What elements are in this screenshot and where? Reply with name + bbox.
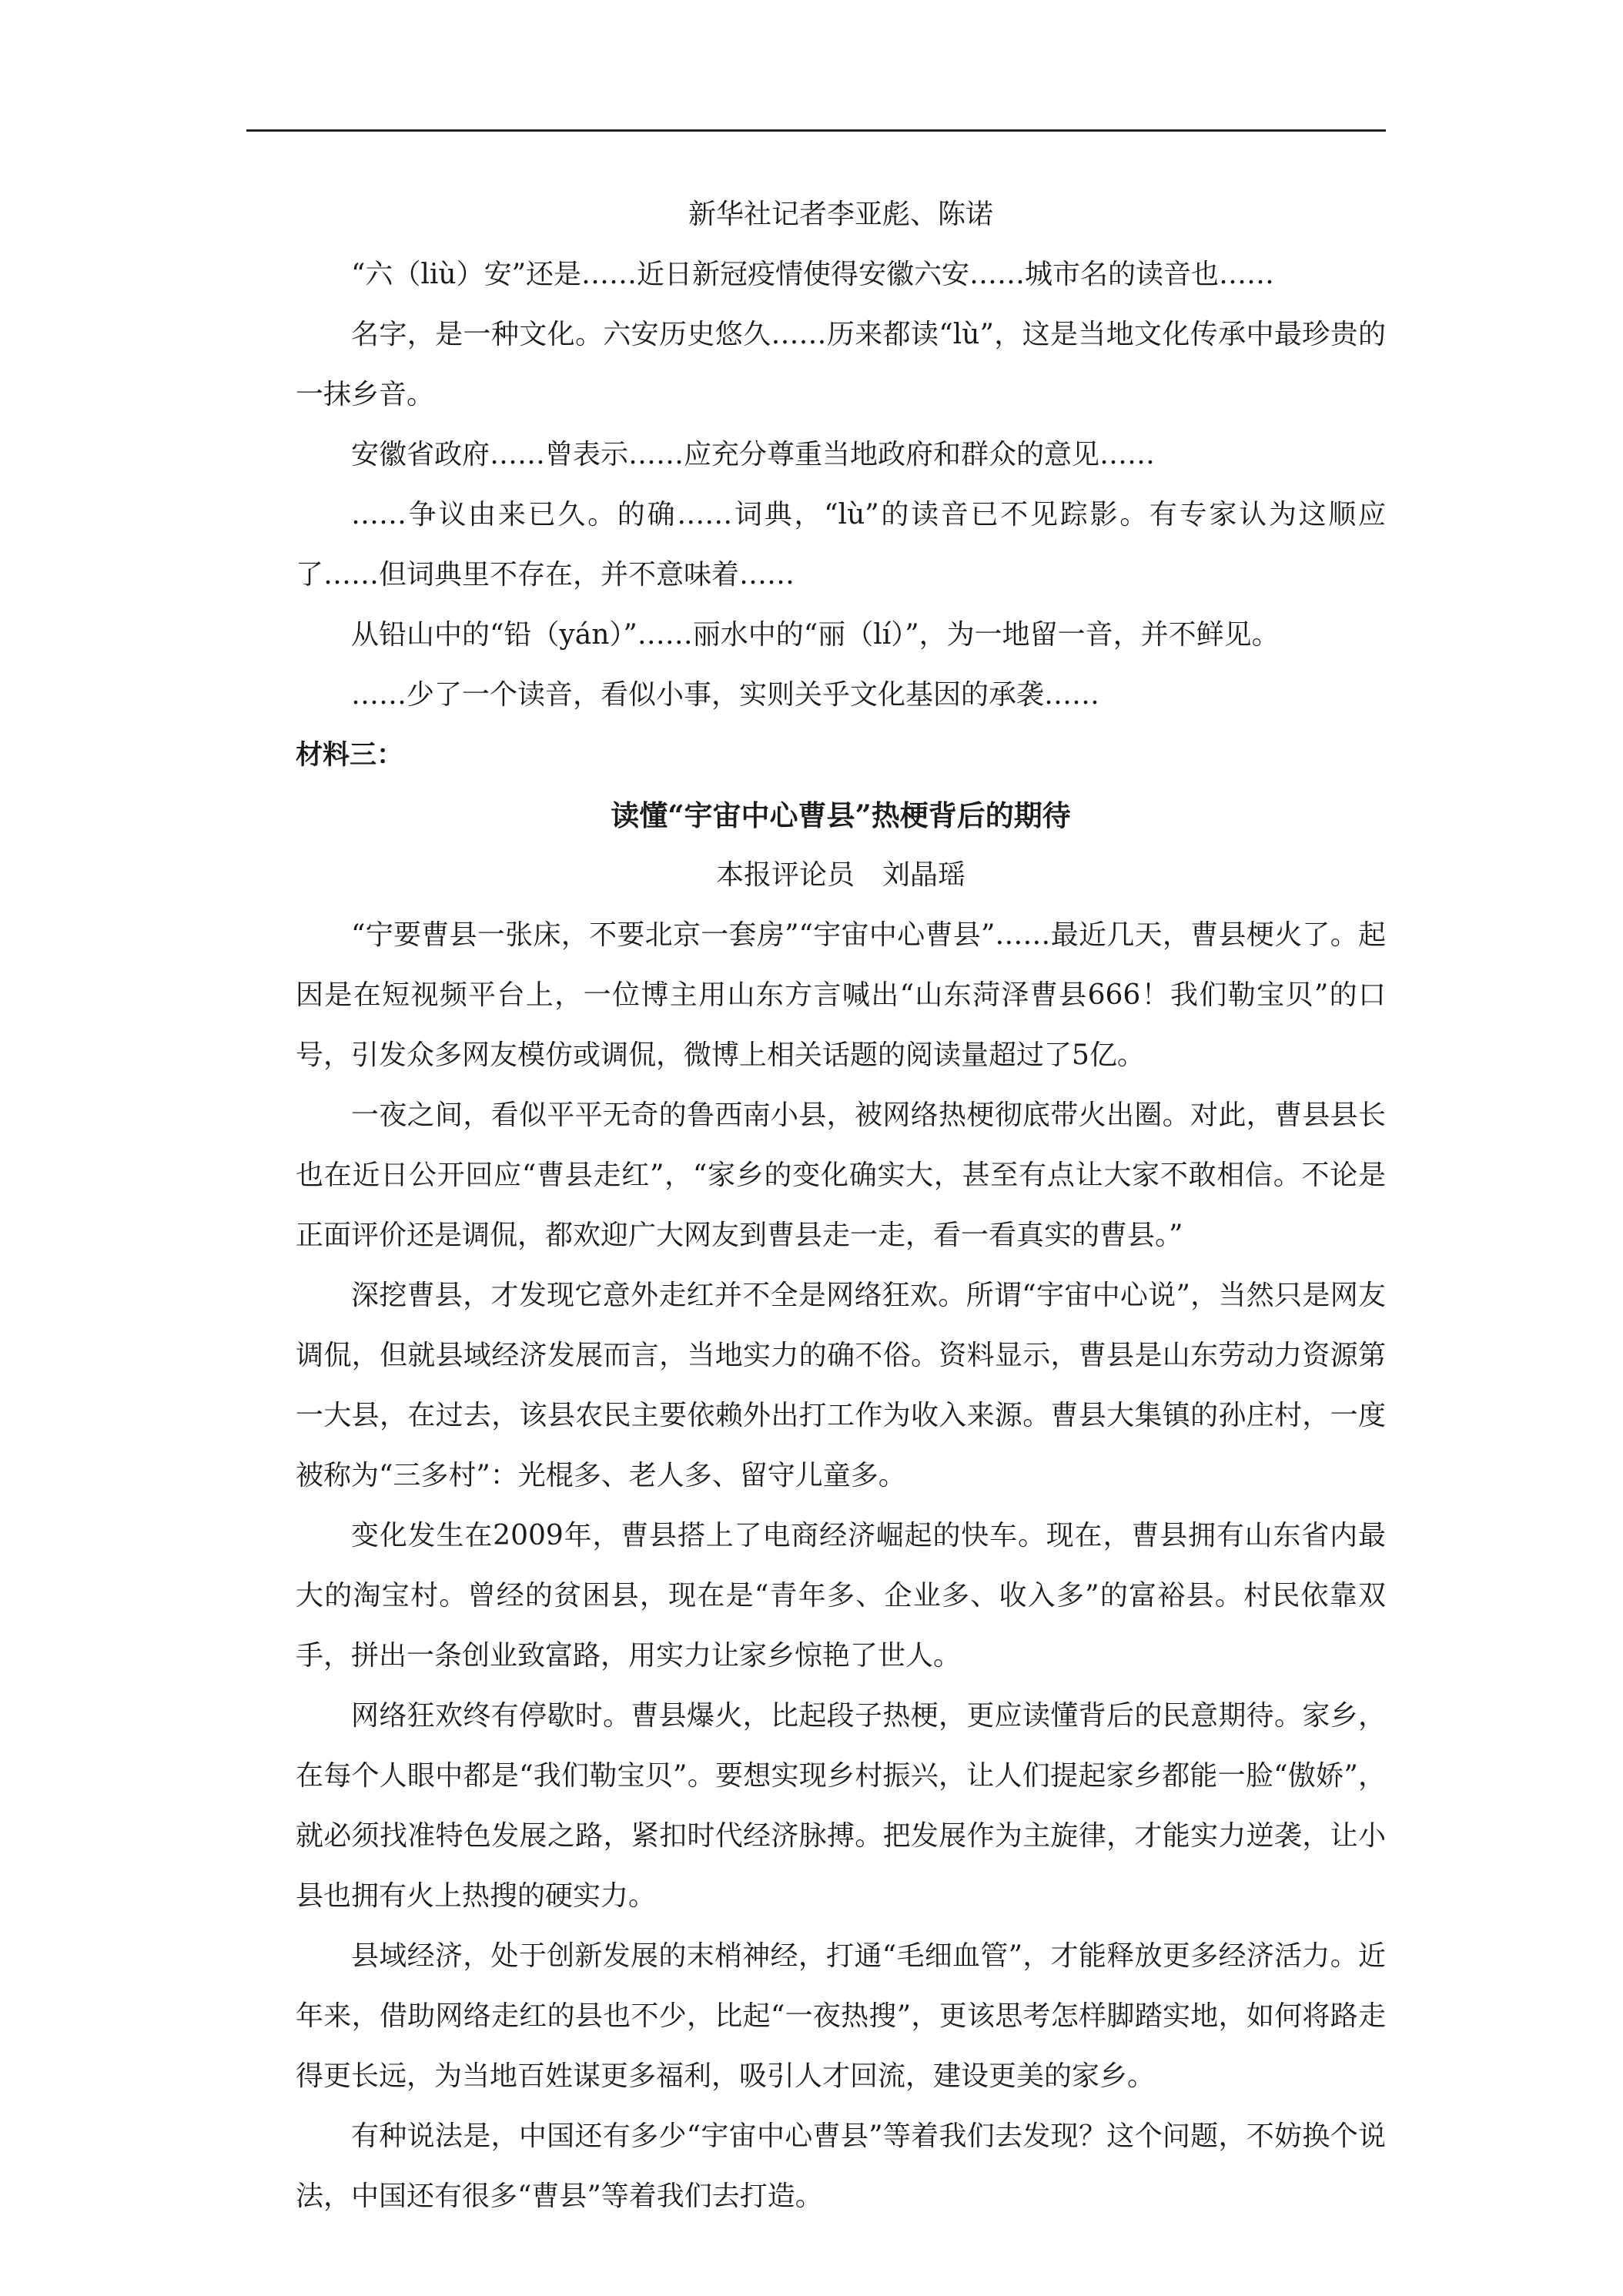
material-three-label: 材料三： [296,740,404,771]
paragraph: “宁要曹县一张床，不要北京一套房”“宇宙中心曹县”……最近几天，曹县梗火了。起因是在短视频平台上，一位博主用山东方言喊出“山东菏泽曹县666！我们勒宝贝”的口号，引发众多网友模仿或调侃，微博上相关话题的阅读量超过了5亿。 [296,919,1386,1071]
header-rule [246,129,1386,132]
paragraph: 名字，是一种文化。六安历史悠久……历来都读“lù”，这是当地文化传承中最珍贵的一抹乡音。 [296,319,1386,410]
paragraph: 一夜之间，看似平平无奇的鲁西南小县，被网络热梗彻底带火出圈。对此，曹县县长也在近日公开回应“曹县走红”，“家乡的变化确实大，甚至有点让大家不敢相信。不论是正面评价还是调侃，都欢迎广大网友到曹县走一走，看一看真实的曹县。” [296,1099,1386,1251]
paragraph: 安徽省政府……曾表示……应充分尊重当地政府和群众的意见…… [351,439,1156,470]
paragraph: 有种说法是，中国还有多少“宇宙中心曹县”等着我们去发现？这个问题，不妨换个说法，中国还有很多“曹县”等着我们去打造。 [296,2120,1386,2212]
paragraph: “六（liù）安”还是……近日新冠疫情使得安徽六安……城市名的读音也…… [351,259,1275,290]
material-two-section [296,245,1386,725]
article-title: 读懂“宇宙中心曹县”热梗背后的期待 [611,798,1071,832]
paragraph: ……争议由来已久。的确……词典，“lù”的读音已不见踪影。有专家认为这顺应了……但词典里不存在，并不意味着…… [296,499,1386,591]
paragraph: 从铅山中的“铅（yán）”……丽水中的“丽（lí）”，为一地留一音，并不鲜见。 [351,619,1280,651]
byline-commentator: 本报评论员 刘晶瑶 [715,859,965,891]
paragraph: ……少了一个读音，看似小事，实则关乎文化基因的承袭…… [351,679,1100,711]
paragraph: 变化发生在2009年，曹县搭上了电商经济崛起的快车。现在，曹县拥有山东省内最大的淘宝村。曾经的贫困县，现在是“青年多、企业多、收入多”的富裕县。村民依靠双手，拼出一条创业致富路，用实力让家乡惊艳了世人。 [296,1520,1386,1672]
paragraph: 网络狂欢终有停歇时。曹县爆火，比起段子热梗，更应读懂背后的民意期待。家乡，在每个人眼中都是“我们勒宝贝”。要想实现乡村振兴，让人们提起家乡都能一脸“傲娇”，就必须找准特色发展之路，紧扣时代经济脉搏。把发展作为主旋律，才能实力逆袭，让小县也拥有火上热搜的硬实力。 [296,1700,1386,1912]
material-three-section [296,905,1386,2227]
document-body [296,185,1386,2227]
paragraph: 县域经济，处于创新发展的末梢神经，打通“毛细血管”，才能释放更多经济活力。近年来，借助网络走红的县也不少，比起“一夜热搜”，更该思考怎样脚踏实地，如何将路走得更长远，为当地百姓谋更多福利，吸引人才回流，建设更美的家乡。 [296,1940,1386,2092]
byline-xinhua: 新华社记者李亚彪、陈诺 [688,199,993,230]
paragraph: 深挖曹县，才发现它意外走红并不全是网络狂欢。所谓“宇宙中心说”，当然只是网友调侃，但就县域经济发展而言，当地实力的确不俗。资料显示，曹县是山东劳动力资源第一大县，在过去，该县农民主要依赖外出打工作为收入来源。曹县大集镇的孙庄村，一度被称为“三多村”：光棍多、老人多、留守儿童多。 [296,1280,1386,1491]
